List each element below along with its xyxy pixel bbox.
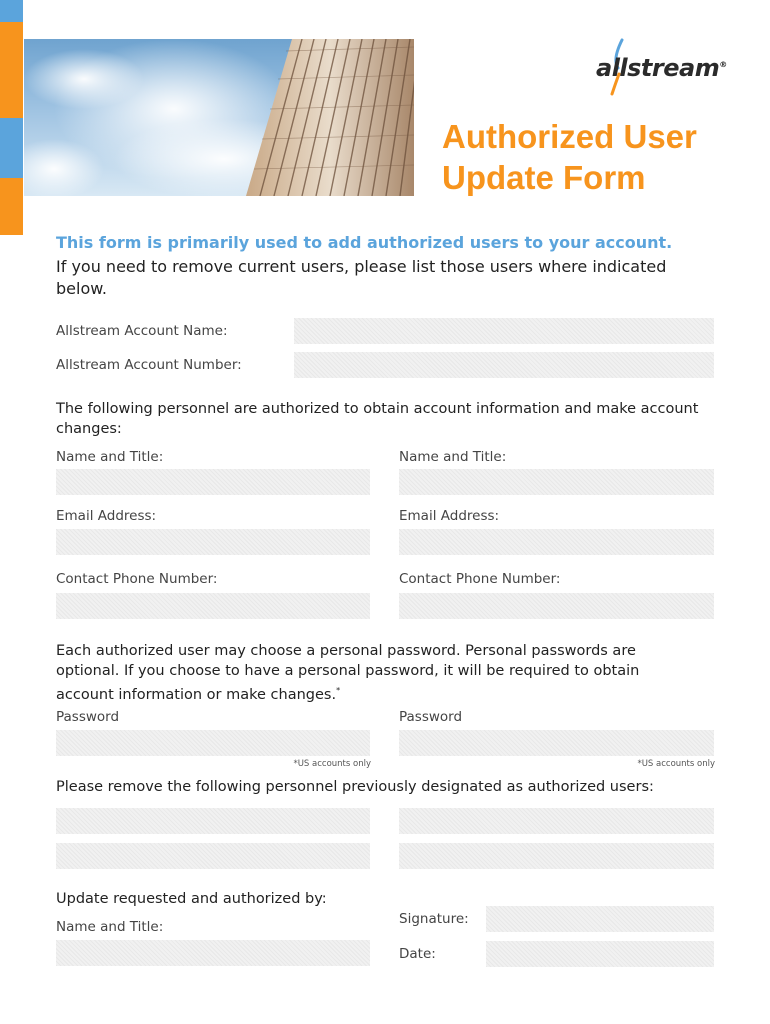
date-label: Date: [399,946,436,962]
user1-password-field[interactable] [56,730,370,756]
title-line-2: Update Form [442,159,646,196]
user2-phone-field[interactable] [399,593,714,619]
date-field[interactable] [486,941,714,967]
allstream-logo [592,38,727,98]
intro-highlight: This form is primarily used to add authorized users to your account. [56,233,673,252]
user2-password-field[interactable] [399,730,714,756]
hero-image [24,39,414,196]
accent-stripe-orange [0,22,23,118]
signature-label: Signature: [399,911,469,927]
accent-stripe-orange-bottom [0,178,23,235]
password-intro-text: Each authorized user may choose a personal password. Personal passwords are optional. If you choose to have a personal password, it will be required to obtain account information or make changes. [56,643,640,703]
user1-email-field[interactable] [56,529,370,555]
user1-password-note: *US accounts only [293,759,371,769]
logo-wordmark: allstream® [596,54,727,82]
intro-text: If you need to remove current users, please list those users where indicated below. [56,257,667,298]
page-title [442,116,762,198]
remove-user2-field[interactable] [399,808,714,834]
signature-field[interactable] [486,906,714,932]
user1-name-label: Name and Title: [56,449,164,465]
user2-email-label: Email Address: [399,508,500,524]
user2-name-label: Name and Title: [399,449,507,465]
user2-phone-label: Contact Phone Number: [399,571,561,587]
user1-phone-label: Contact Phone Number: [56,571,218,587]
accent-stripe-blue [0,118,23,178]
user2-email-field[interactable] [399,529,714,555]
user1-password-label: Password [56,709,120,725]
user2-password-label: Password [399,709,463,725]
signoff-name-label: Name and Title: [56,919,164,935]
user1-name-field[interactable] [56,469,370,495]
password-intro [56,641,696,705]
remove-user4-field[interactable] [399,843,714,869]
user2-name-field[interactable] [399,469,714,495]
signoff-name-field[interactable] [56,940,370,966]
user1-email-label: Email Address: [56,508,157,524]
sky-building-illustration [24,39,414,196]
account-name-field[interactable] [294,318,714,344]
remove-intro: Please remove the following personnel previously designated as authorized users: [56,779,654,795]
account-number-field[interactable] [294,352,714,378]
account-name-label: Allstream Account Name: [56,323,228,339]
user1-phone-field[interactable] [56,593,370,619]
authorized-intro: The following personnel are authorized to obtain account information and make account changes: [56,401,699,437]
user2-password-note: *US accounts only [637,759,715,769]
remove-user1-field[interactable] [56,808,370,834]
title-line-1: Authorized User [442,118,697,155]
accent-stripe-orange-top [0,0,23,22]
password-footnote-mark: * [336,686,341,695]
signoff-heading: Update requested and authorized by: [56,891,327,907]
account-number-label: Allstream Account Number: [56,357,242,373]
remove-user3-field[interactable] [56,843,370,869]
